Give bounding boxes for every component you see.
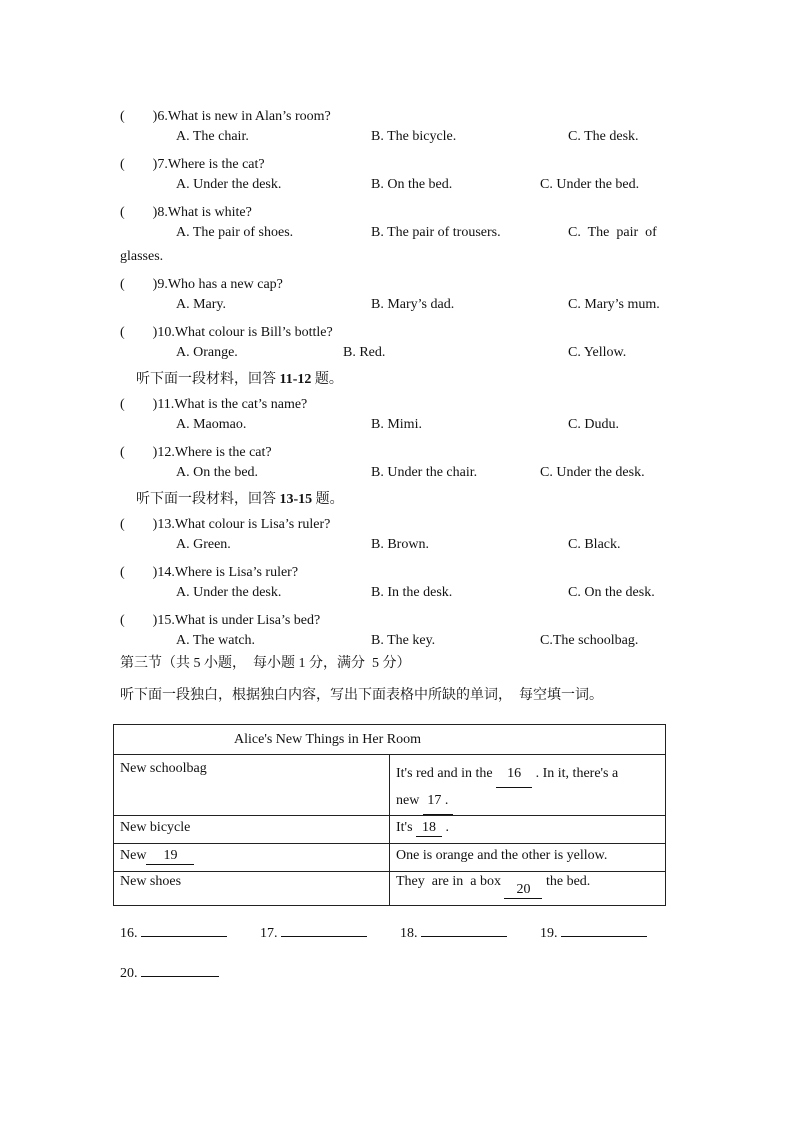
answer-18[interactable]: 18. [400, 922, 507, 942]
option-c: C. Mary’s mum. [568, 297, 660, 312]
question-7: ( )7.Where is the cat? [120, 157, 265, 172]
table-cell-schoolbag-desc: It's red and in the 16 . In it, there's a new 17 . [390, 755, 666, 816]
option-c: C. Dudu. [568, 417, 619, 432]
answer-17[interactable]: 17. [260, 922, 367, 942]
answer-16[interactable]: 16. [120, 922, 227, 942]
option-a: A. The pair of shoes. [176, 225, 294, 240]
option-a: A. Mary. [176, 297, 227, 312]
answer-20[interactable]: 20. [120, 962, 219, 982]
question-8: ( )8.What is white? [120, 205, 252, 220]
question-14: ( )14.Where is Lisa’s ruler? [120, 565, 299, 580]
section-3-heading: 第三节（共 5 小题， 每小题 1 分，满分 5 分） [120, 656, 411, 671]
option-b: B. In the desk. [371, 585, 453, 600]
option-b: B. The key. [371, 633, 436, 648]
section-3-description: 听下面一段独白，根据独白内容，写出下面表格中所缺的单词， 每空填一词。 [120, 688, 603, 703]
option-c: C. Under the desk. [540, 465, 645, 480]
table-cell-new-schoolbag: New schoolbag [114, 755, 390, 816]
table-cell-shoes-desc: They are in a box 20 the bed. [390, 872, 666, 906]
option-a: A. Under the desk. [176, 177, 282, 192]
option-a: A. Green. [176, 537, 231, 552]
question-10: ( )10.What colour is Bill’s bottle? [120, 325, 333, 340]
option-b: B. The pair of trousers. [371, 225, 501, 240]
option-b: B. Red. [343, 345, 386, 360]
listen-instruction-13-15: 听下面一段材料，回答 13-15 题。 [136, 492, 344, 507]
option-b: B. Mimi. [371, 417, 422, 432]
option-b: B. Under the chair. [371, 465, 478, 480]
option-c: C. Yellow. [568, 345, 627, 360]
blank-17[interactable]: 17 . [423, 788, 453, 815]
question-6: ( )6.What is new in Alan’s room? [120, 109, 331, 124]
table-cell-19-desc: One is orange and the other is yellow. [390, 844, 666, 872]
option-c: C.The schoolbag. [540, 633, 639, 648]
question-9: ( )9.Who has a new cap? [120, 277, 283, 292]
table-cell-new-shoes: New shoes [114, 872, 390, 906]
question-11: ( )11.What is the cat’s name? [120, 397, 308, 412]
fill-in-table [113, 724, 666, 906]
blank-18[interactable]: 18 [416, 820, 442, 837]
option-c: C. The desk. [568, 129, 639, 144]
option-a: A. Under the desk. [176, 585, 282, 600]
question-15: ( )15.What is under Lisa’s bed? [120, 613, 321, 628]
option-a: A. The chair. [176, 129, 249, 144]
option-b: B. On the bed. [371, 177, 453, 192]
option-b: B. The bicycle. [371, 129, 457, 144]
blank-16[interactable]: 16 [496, 761, 532, 788]
option-a: A. The watch. [176, 633, 256, 648]
question-13: ( )13.What colour is Lisa’s ruler? [120, 517, 331, 532]
option-b: B. Brown. [371, 537, 429, 552]
option-a: A. Orange. [176, 345, 238, 360]
table-cell-bicycle-desc: It's 18 . [390, 816, 666, 844]
table-title: Alice's New Things in Her Room [114, 725, 666, 755]
option-c: C. The pair of [568, 225, 657, 240]
blank-19[interactable]: 19 [146, 848, 194, 865]
blank-20[interactable]: 20 [504, 882, 542, 899]
option-c: C. On the desk. [568, 585, 655, 600]
option-a: A. On the bed. [176, 465, 259, 480]
option-a: A. Maomao. [176, 417, 247, 432]
option-c: C. Black. [568, 537, 621, 552]
question-12: ( )12.Where is the cat? [120, 445, 272, 460]
answer-19[interactable]: 19. [540, 922, 647, 942]
listen-instruction-11-12: 听下面一段材料，回答 11-12 题。 [136, 372, 343, 387]
table-cell-new-19: New 19 [114, 844, 390, 872]
table-cell-new-bicycle: New bicycle [114, 816, 390, 844]
option-b: B. Mary’s dad. [371, 297, 455, 312]
option-c-continued: glasses. [120, 249, 164, 264]
option-c: C. Under the bed. [540, 177, 640, 192]
